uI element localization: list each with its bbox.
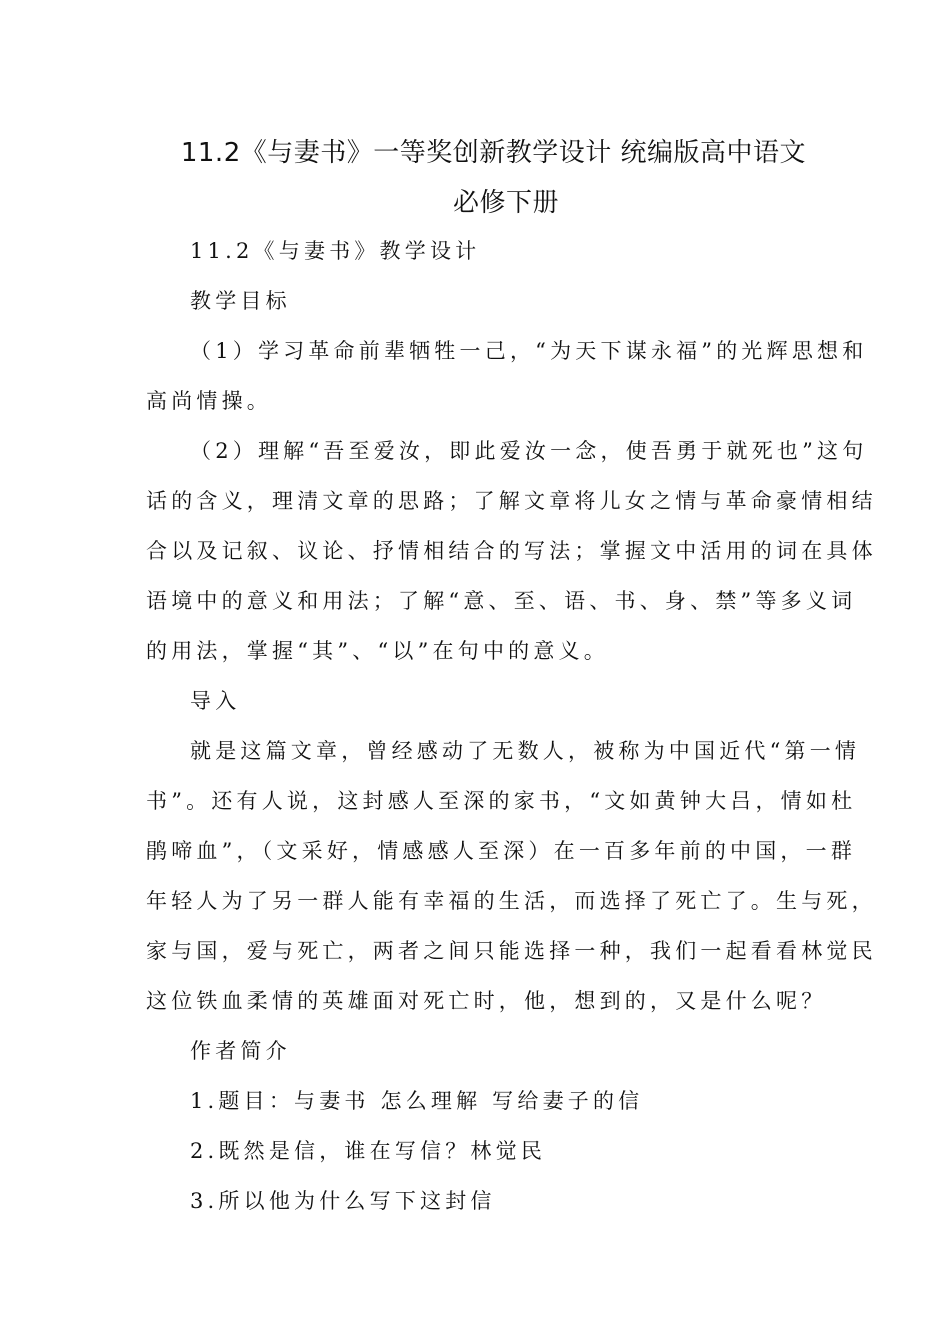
document-title-line-1: 11.2《与妻书》一等奖创新教学设计 统编版高中语文 — [180, 138, 806, 168]
list-item: 1.题目：与妻书 怎么理解 写给妻子的信 — [190, 1089, 644, 1113]
section-heading-intro: 导入 — [190, 689, 241, 713]
list-item: 3.所以他为什么写下这封信 — [190, 1189, 496, 1213]
intro-line: 就是这篇文章，曾经感动了无数人，被称为中国近代“第一情 — [190, 739, 861, 763]
list-item: 2.既然是信，谁在写信？林觉民 — [190, 1139, 547, 1163]
intro-line: 书”。还有人说，这封感人至深的家书，“文如黄钟大吕，情如杜 — [146, 789, 857, 813]
document-heading: 11.2《与妻书》教学设计 — [190, 239, 481, 263]
goal-2-line: （2）理解“吾至爱汝，即此爱汝一念，使吾勇于就死也”这句 — [190, 439, 868, 463]
intro-paragraph — [146, 726, 877, 1026]
intro-line: 年轻人为了另一群人能有幸福的生活，而选择了死亡了。生与死， — [146, 889, 877, 913]
goal-2-line: 语境中的意义和用法；了解“意、至、语、书、身、禁”等多义词 — [146, 589, 857, 613]
goal-2-line: 的用法，掌握“其”、“以”在句中的意义。 — [146, 639, 609, 663]
section-heading-goals: 教学目标 — [190, 289, 291, 313]
goal-2-line: 话的含义，理清文章的思路；了解文章将儿女之情与革命豪情相结 — [146, 489, 877, 513]
goal-2-line: 合以及记叙、议论、抒情相结合的写法；掌握文中活用的词在具体 — [146, 539, 877, 563]
intro-line: 家与国，爱与死亡，两者之间只能选择一种，我们一起看看林觉民 — [146, 939, 877, 963]
goal-1-line: （1）学习革命前辈牺牲一己，“为天下谋永福”的光辉思想和 — [190, 339, 868, 363]
goal-2-paragraph — [146, 426, 877, 676]
document-title-line-2: 必修下册 — [452, 188, 559, 218]
goal-1-line: 高尚情操。 — [146, 389, 272, 413]
section-heading-author: 作者简介 — [190, 1039, 291, 1063]
goal-1-paragraph — [146, 326, 868, 426]
intro-line: 鹃啼血”，（文采好，情感感人至深）在一百多年前的中国，一群 — [146, 839, 857, 863]
intro-line: 这位铁血柔情的英雄面对死亡时，他，想到的，又是什么呢？ — [146, 989, 827, 1013]
